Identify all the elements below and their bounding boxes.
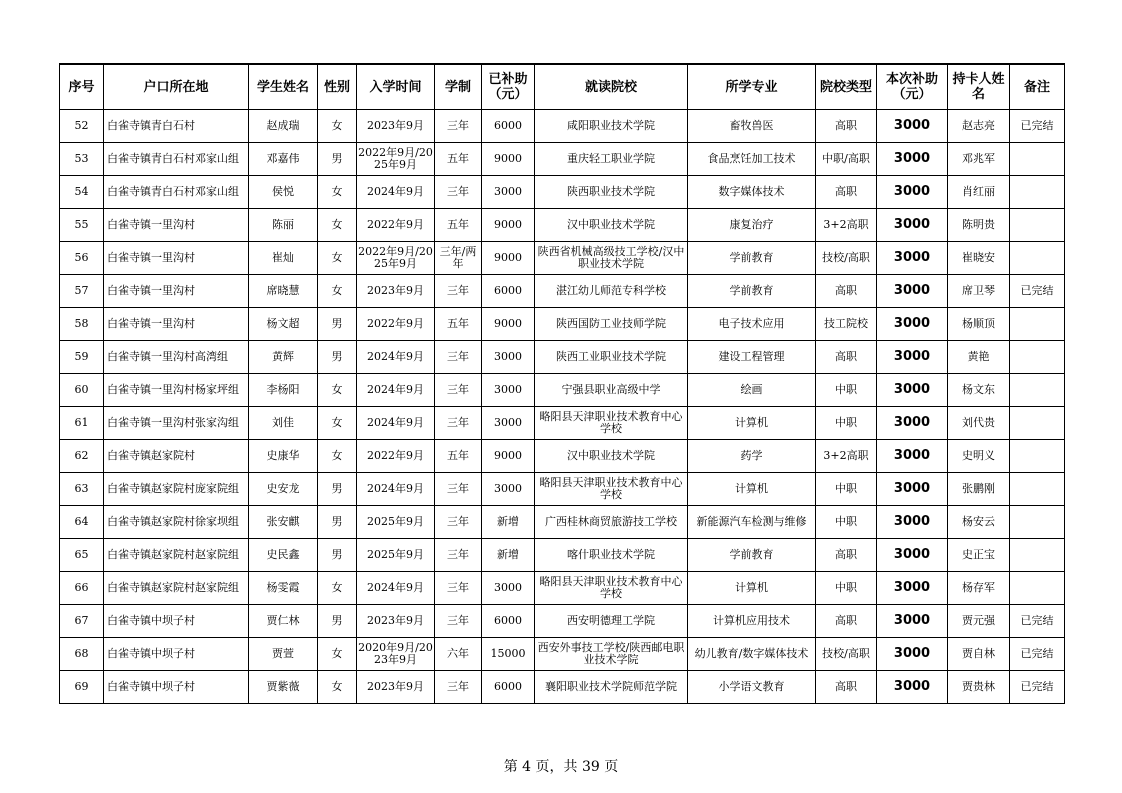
gender-cell: 男 xyxy=(318,605,357,638)
gender-cell: 女 xyxy=(318,209,357,242)
school-type-cell: 3+2高职 xyxy=(816,440,877,473)
duration-cell: 五年 xyxy=(435,308,482,341)
school-type-cell: 中职 xyxy=(816,473,877,506)
remarks-cell xyxy=(1010,308,1065,341)
enroll-date-cell: 2022年9月 xyxy=(357,209,435,242)
hukou-cell: 白雀寺镇青白石村 xyxy=(104,110,249,143)
hukou-cell: 白雀寺镇赵家院村 xyxy=(104,440,249,473)
remarks-cell xyxy=(1010,341,1065,374)
school-cell: 咸阳职业技术学院 xyxy=(535,110,688,143)
enroll-date-cell: 2024年9月 xyxy=(357,473,435,506)
table-row xyxy=(60,143,1065,176)
student-name-cell: 陈丽 xyxy=(249,209,318,242)
hukou-cell: 白雀寺镇赵家院村徐家坝组 xyxy=(104,506,249,539)
prior-subsidy-cell: 3000 xyxy=(482,473,535,506)
gender-cell: 女 xyxy=(318,407,357,440)
index-cell: 55 xyxy=(60,209,104,242)
header-col-duration: 学制 xyxy=(435,64,482,110)
remarks-cell xyxy=(1010,539,1065,572)
school-cell: 陕西职业技术学院 xyxy=(535,176,688,209)
gender-cell: 女 xyxy=(318,242,357,275)
header-col-hukou-location: 户口所在地 xyxy=(104,64,249,110)
table-row xyxy=(60,572,1065,605)
cardholder-cell: 贾贵林 xyxy=(948,671,1010,704)
current-subsidy-cell: 3000 xyxy=(877,671,948,704)
index-cell: 56 xyxy=(60,242,104,275)
remarks-cell xyxy=(1010,242,1065,275)
current-subsidy-cell: 3000 xyxy=(877,176,948,209)
table-header-row xyxy=(60,64,1065,110)
major-cell: 绘画 xyxy=(688,374,816,407)
major-cell: 电子技术应用 xyxy=(688,308,816,341)
hukou-cell: 白雀寺镇中坝子村 xyxy=(104,638,249,671)
major-cell: 建设工程管理 xyxy=(688,341,816,374)
student-name-cell: 杨文超 xyxy=(249,308,318,341)
student-name-cell: 崔灿 xyxy=(249,242,318,275)
header-col-student-name: 学生姓名 xyxy=(249,64,318,110)
school-type-cell: 高职 xyxy=(816,341,877,374)
hukou-cell: 白雀寺镇青白石村邓家山组 xyxy=(104,143,249,176)
remarks-cell xyxy=(1010,209,1065,242)
remarks-cell: 已完结 xyxy=(1010,605,1065,638)
prior-subsidy-cell: 6000 xyxy=(482,110,535,143)
enroll-date-cell: 2023年9月 xyxy=(357,671,435,704)
school-cell: 宁强县职业高级中学 xyxy=(535,374,688,407)
enroll-date-cell: 2024年9月 xyxy=(357,407,435,440)
index-cell: 52 xyxy=(60,110,104,143)
table-row xyxy=(60,110,1065,143)
header-col-enroll-date: 入学时间 xyxy=(357,64,435,110)
enroll-date-cell: 2024年9月 xyxy=(357,374,435,407)
table-row xyxy=(60,275,1065,308)
prior-subsidy-cell: 3000 xyxy=(482,572,535,605)
enroll-date-cell: 2023年9月 xyxy=(357,605,435,638)
cardholder-cell: 邓兆军 xyxy=(948,143,1010,176)
index-cell: 63 xyxy=(60,473,104,506)
remarks-cell: 已完结 xyxy=(1010,638,1065,671)
gender-cell: 女 xyxy=(318,374,357,407)
prior-subsidy-cell: 3000 xyxy=(482,374,535,407)
student-name-cell: 李杨阳 xyxy=(249,374,318,407)
table-row xyxy=(60,671,1065,704)
hukou-cell: 白雀寺镇青白石村邓家山组 xyxy=(104,176,249,209)
current-subsidy-cell: 3000 xyxy=(877,242,948,275)
enroll-date-cell: 2020年9月/2023年9月 xyxy=(357,638,435,671)
student-name-cell: 刘佳 xyxy=(249,407,318,440)
school-type-cell: 高职 xyxy=(816,539,877,572)
index-cell: 66 xyxy=(60,572,104,605)
hukou-cell: 白雀寺镇一里沟村 xyxy=(104,308,249,341)
prior-subsidy-cell: 9000 xyxy=(482,440,535,473)
major-cell: 食品烹饪加工技术 xyxy=(688,143,816,176)
major-cell: 康复治疗 xyxy=(688,209,816,242)
index-cell: 59 xyxy=(60,341,104,374)
table-row xyxy=(60,407,1065,440)
school-type-cell: 3+2高职 xyxy=(816,209,877,242)
current-subsidy-cell: 3000 xyxy=(877,539,948,572)
student-name-cell: 杨雯霞 xyxy=(249,572,318,605)
table-row xyxy=(60,242,1065,275)
index-cell: 57 xyxy=(60,275,104,308)
remarks-cell: 已完结 xyxy=(1010,671,1065,704)
prior-subsidy-cell: 3000 xyxy=(482,176,535,209)
cardholder-cell: 杨文东 xyxy=(948,374,1010,407)
gender-cell: 男 xyxy=(318,539,357,572)
prior-subsidy-cell: 9000 xyxy=(482,143,535,176)
student-name-cell: 邓嘉伟 xyxy=(249,143,318,176)
index-cell: 64 xyxy=(60,506,104,539)
school-type-cell: 技校/高职 xyxy=(816,242,877,275)
student-name-cell: 黄辉 xyxy=(249,341,318,374)
prior-subsidy-cell: 9000 xyxy=(482,209,535,242)
prior-subsidy-cell: 新增 xyxy=(482,539,535,572)
current-subsidy-cell: 3000 xyxy=(877,308,948,341)
major-cell: 小学语文教育 xyxy=(688,671,816,704)
enroll-date-cell: 2024年9月 xyxy=(357,176,435,209)
cardholder-cell: 贾元强 xyxy=(948,605,1010,638)
remarks-cell xyxy=(1010,572,1065,605)
cardholder-cell: 史正宝 xyxy=(948,539,1010,572)
table-row xyxy=(60,374,1065,407)
school-cell: 襄阳职业技术学院师范学院 xyxy=(535,671,688,704)
current-subsidy-cell: 3000 xyxy=(877,638,948,671)
school-type-cell: 高职 xyxy=(816,176,877,209)
page-footer: 第 4 页，共 39 页 xyxy=(503,759,619,775)
duration-cell: 三年 xyxy=(435,374,482,407)
student-name-cell: 史安龙 xyxy=(249,473,318,506)
hukou-cell: 白雀寺镇中坝子村 xyxy=(104,605,249,638)
school-cell: 略阳县天津职业技术教育中心学校 xyxy=(535,407,688,440)
current-subsidy-cell: 3000 xyxy=(877,143,948,176)
remarks-cell xyxy=(1010,506,1065,539)
major-cell: 计算机 xyxy=(688,407,816,440)
current-subsidy-cell: 3000 xyxy=(877,440,948,473)
duration-cell: 三年 xyxy=(435,110,482,143)
cardholder-cell: 席卫琴 xyxy=(948,275,1010,308)
school-cell: 陕西工业职业技术学院 xyxy=(535,341,688,374)
school-type-cell: 高职 xyxy=(816,671,877,704)
remarks-cell xyxy=(1010,143,1065,176)
cardholder-cell: 杨安云 xyxy=(948,506,1010,539)
prior-subsidy-cell: 新增 xyxy=(482,506,535,539)
hukou-cell: 白雀寺镇一里沟村高湾组 xyxy=(104,341,249,374)
duration-cell: 三年 xyxy=(435,539,482,572)
gender-cell: 男 xyxy=(318,143,357,176)
duration-cell: 五年 xyxy=(435,143,482,176)
school-cell: 西安外事技工学校/陕西邮电职业技术学院 xyxy=(535,638,688,671)
major-cell: 幼儿教育/数字媒体技术 xyxy=(688,638,816,671)
table-row xyxy=(60,209,1065,242)
school-type-cell: 高职 xyxy=(816,110,877,143)
hukou-cell: 白雀寺镇赵家院村赵家院组 xyxy=(104,539,249,572)
school-cell: 略阳县天津职业技术教育中心学校 xyxy=(535,473,688,506)
enroll-date-cell: 2023年9月 xyxy=(357,275,435,308)
student-name-cell: 史民鑫 xyxy=(249,539,318,572)
gender-cell: 女 xyxy=(318,440,357,473)
major-cell: 计算机 xyxy=(688,473,816,506)
subsidy-table xyxy=(59,63,1065,704)
prior-subsidy-cell: 9000 xyxy=(482,242,535,275)
school-type-cell: 高职 xyxy=(816,605,877,638)
hukou-cell: 白雀寺镇一里沟村 xyxy=(104,209,249,242)
table-row xyxy=(60,473,1065,506)
school-cell: 广西桂林商贸旅游技工学校 xyxy=(535,506,688,539)
enroll-date-cell: 2024年9月 xyxy=(357,341,435,374)
header-col-prior-subsidy: 已补助（元） xyxy=(482,64,535,110)
header-col-gender: 性别 xyxy=(318,64,357,110)
prior-subsidy-cell: 9000 xyxy=(482,308,535,341)
cardholder-cell: 陈明贵 xyxy=(948,209,1010,242)
major-cell: 学前教育 xyxy=(688,275,816,308)
school-cell: 湛江幼儿师范专科学校 xyxy=(535,275,688,308)
enroll-date-cell: 2022年9月 xyxy=(357,308,435,341)
enroll-date-cell: 2025年9月 xyxy=(357,506,435,539)
duration-cell: 三年 xyxy=(435,473,482,506)
prior-subsidy-cell: 15000 xyxy=(482,638,535,671)
table-row xyxy=(60,341,1065,374)
remarks-cell xyxy=(1010,407,1065,440)
header-col-school: 就读院校 xyxy=(535,64,688,110)
cardholder-cell: 肖红丽 xyxy=(948,176,1010,209)
prior-subsidy-cell: 6000 xyxy=(482,275,535,308)
remarks-cell xyxy=(1010,176,1065,209)
student-name-cell: 贾萱 xyxy=(249,638,318,671)
enroll-date-cell: 2022年9月/2025年9月 xyxy=(357,143,435,176)
major-cell: 药学 xyxy=(688,440,816,473)
index-cell: 69 xyxy=(60,671,104,704)
duration-cell: 三年 xyxy=(435,341,482,374)
school-type-cell: 中职 xyxy=(816,506,877,539)
hukou-cell: 白雀寺镇一里沟村 xyxy=(104,275,249,308)
school-type-cell: 中职 xyxy=(816,407,877,440)
school-cell: 重庆轻工职业学院 xyxy=(535,143,688,176)
current-subsidy-cell: 3000 xyxy=(877,572,948,605)
school-cell: 西安明德理工学院 xyxy=(535,605,688,638)
index-cell: 61 xyxy=(60,407,104,440)
school-type-cell: 技工院校 xyxy=(816,308,877,341)
gender-cell: 女 xyxy=(318,275,357,308)
hukou-cell: 白雀寺镇一里沟村杨家坪组 xyxy=(104,374,249,407)
cardholder-cell: 杨存军 xyxy=(948,572,1010,605)
cardholder-cell: 贾自林 xyxy=(948,638,1010,671)
header-col-school-type: 院校类型 xyxy=(816,64,877,110)
current-subsidy-cell: 3000 xyxy=(877,473,948,506)
school-type-cell: 中职 xyxy=(816,572,877,605)
index-cell: 67 xyxy=(60,605,104,638)
duration-cell: 五年 xyxy=(435,440,482,473)
enroll-date-cell: 2022年9月/2025年9月 xyxy=(357,242,435,275)
header-col-index: 序号 xyxy=(60,64,104,110)
current-subsidy-cell: 3000 xyxy=(877,407,948,440)
remarks-cell xyxy=(1010,440,1065,473)
gender-cell: 男 xyxy=(318,506,357,539)
index-cell: 54 xyxy=(60,176,104,209)
prior-subsidy-cell: 6000 xyxy=(482,605,535,638)
student-name-cell: 贾仁林 xyxy=(249,605,318,638)
cardholder-cell: 赵志亮 xyxy=(948,110,1010,143)
index-cell: 62 xyxy=(60,440,104,473)
remarks-cell: 已完结 xyxy=(1010,275,1065,308)
header-col-current-subsidy: 本次补助（元） xyxy=(877,64,948,110)
school-cell: 汉中职业技术学院 xyxy=(535,209,688,242)
table-row xyxy=(60,605,1065,638)
cardholder-cell: 崔晓安 xyxy=(948,242,1010,275)
enroll-date-cell: 2023年9月 xyxy=(357,110,435,143)
major-cell: 计算机 xyxy=(688,572,816,605)
school-type-cell: 高职 xyxy=(816,275,877,308)
hukou-cell: 白雀寺镇赵家院村赵家院组 xyxy=(104,572,249,605)
hukou-cell: 白雀寺镇中坝子村 xyxy=(104,671,249,704)
hukou-cell: 白雀寺镇一里沟村 xyxy=(104,242,249,275)
gender-cell: 男 xyxy=(318,473,357,506)
gender-cell: 女 xyxy=(318,176,357,209)
student-name-cell: 史康华 xyxy=(249,440,318,473)
duration-cell: 三年 xyxy=(435,572,482,605)
duration-cell: 六年 xyxy=(435,638,482,671)
gender-cell: 女 xyxy=(318,638,357,671)
table-row xyxy=(60,440,1065,473)
table-row xyxy=(60,539,1065,572)
enroll-date-cell: 2024年9月 xyxy=(357,572,435,605)
cardholder-cell: 史明义 xyxy=(948,440,1010,473)
cardholder-cell: 黄艳 xyxy=(948,341,1010,374)
cardholder-cell: 刘代贵 xyxy=(948,407,1010,440)
cardholder-cell: 张鹏刚 xyxy=(948,473,1010,506)
duration-cell: 三年 xyxy=(435,605,482,638)
student-name-cell: 贾紫薇 xyxy=(249,671,318,704)
duration-cell: 三年 xyxy=(435,407,482,440)
major-cell: 学前教育 xyxy=(688,242,816,275)
hukou-cell: 白雀寺镇赵家院村庞家院组 xyxy=(104,473,249,506)
current-subsidy-cell: 3000 xyxy=(877,209,948,242)
index-cell: 68 xyxy=(60,638,104,671)
duration-cell: 三年/两年 xyxy=(435,242,482,275)
major-cell: 畜牧兽医 xyxy=(688,110,816,143)
school-cell: 陕西国防工业技师学院 xyxy=(535,308,688,341)
header-col-major: 所学专业 xyxy=(688,64,816,110)
gender-cell: 女 xyxy=(318,671,357,704)
header-col-cardholder: 持卡人姓名 xyxy=(948,64,1010,110)
duration-cell: 五年 xyxy=(435,209,482,242)
duration-cell: 三年 xyxy=(435,671,482,704)
table-body xyxy=(60,110,1065,704)
remarks-cell xyxy=(1010,374,1065,407)
index-cell: 60 xyxy=(60,374,104,407)
header-col-remarks: 备注 xyxy=(1010,64,1065,110)
student-name-cell: 张安麒 xyxy=(249,506,318,539)
major-cell: 学前教育 xyxy=(688,539,816,572)
table-row xyxy=(60,638,1065,671)
table-row xyxy=(60,176,1065,209)
index-cell: 58 xyxy=(60,308,104,341)
current-subsidy-cell: 3000 xyxy=(877,341,948,374)
remarks-cell xyxy=(1010,473,1065,506)
gender-cell: 女 xyxy=(318,572,357,605)
duration-cell: 三年 xyxy=(435,506,482,539)
school-type-cell: 技校/高职 xyxy=(816,638,877,671)
gender-cell: 男 xyxy=(318,308,357,341)
major-cell: 数字媒体技术 xyxy=(688,176,816,209)
current-subsidy-cell: 3000 xyxy=(877,605,948,638)
duration-cell: 三年 xyxy=(435,176,482,209)
table-row xyxy=(60,506,1065,539)
gender-cell: 女 xyxy=(318,110,357,143)
student-name-cell: 赵成瑞 xyxy=(249,110,318,143)
index-cell: 65 xyxy=(60,539,104,572)
school-type-cell: 中职 xyxy=(816,374,877,407)
remarks-cell: 已完结 xyxy=(1010,110,1065,143)
prior-subsidy-cell: 3000 xyxy=(482,341,535,374)
major-cell: 计算机应用技术 xyxy=(688,605,816,638)
current-subsidy-cell: 3000 xyxy=(877,275,948,308)
student-name-cell: 侯悦 xyxy=(249,176,318,209)
prior-subsidy-cell: 3000 xyxy=(482,407,535,440)
school-cell: 略阳县天津职业技术教育中心学校 xyxy=(535,572,688,605)
hukou-cell: 白雀寺镇一里沟村张家沟组 xyxy=(104,407,249,440)
duration-cell: 三年 xyxy=(435,275,482,308)
student-name-cell: 席晓慧 xyxy=(249,275,318,308)
table-row xyxy=(60,308,1065,341)
prior-subsidy-cell: 6000 xyxy=(482,671,535,704)
cardholder-cell: 杨顺顶 xyxy=(948,308,1010,341)
current-subsidy-cell: 3000 xyxy=(877,110,948,143)
school-type-cell: 中职/高职 xyxy=(816,143,877,176)
major-cell: 新能源汽车检测与维修 xyxy=(688,506,816,539)
current-subsidy-cell: 3000 xyxy=(877,374,948,407)
school-cell: 汉中职业技术学院 xyxy=(535,440,688,473)
current-subsidy-cell: 3000 xyxy=(877,506,948,539)
gender-cell: 男 xyxy=(318,341,357,374)
enroll-date-cell: 2022年9月 xyxy=(357,440,435,473)
index-cell: 53 xyxy=(60,143,104,176)
enroll-date-cell: 2025年9月 xyxy=(357,539,435,572)
school-cell: 陕西省机械高级技工学校/汉中职业技术学院 xyxy=(535,242,688,275)
school-cell: 喀什职业技术学院 xyxy=(535,539,688,572)
